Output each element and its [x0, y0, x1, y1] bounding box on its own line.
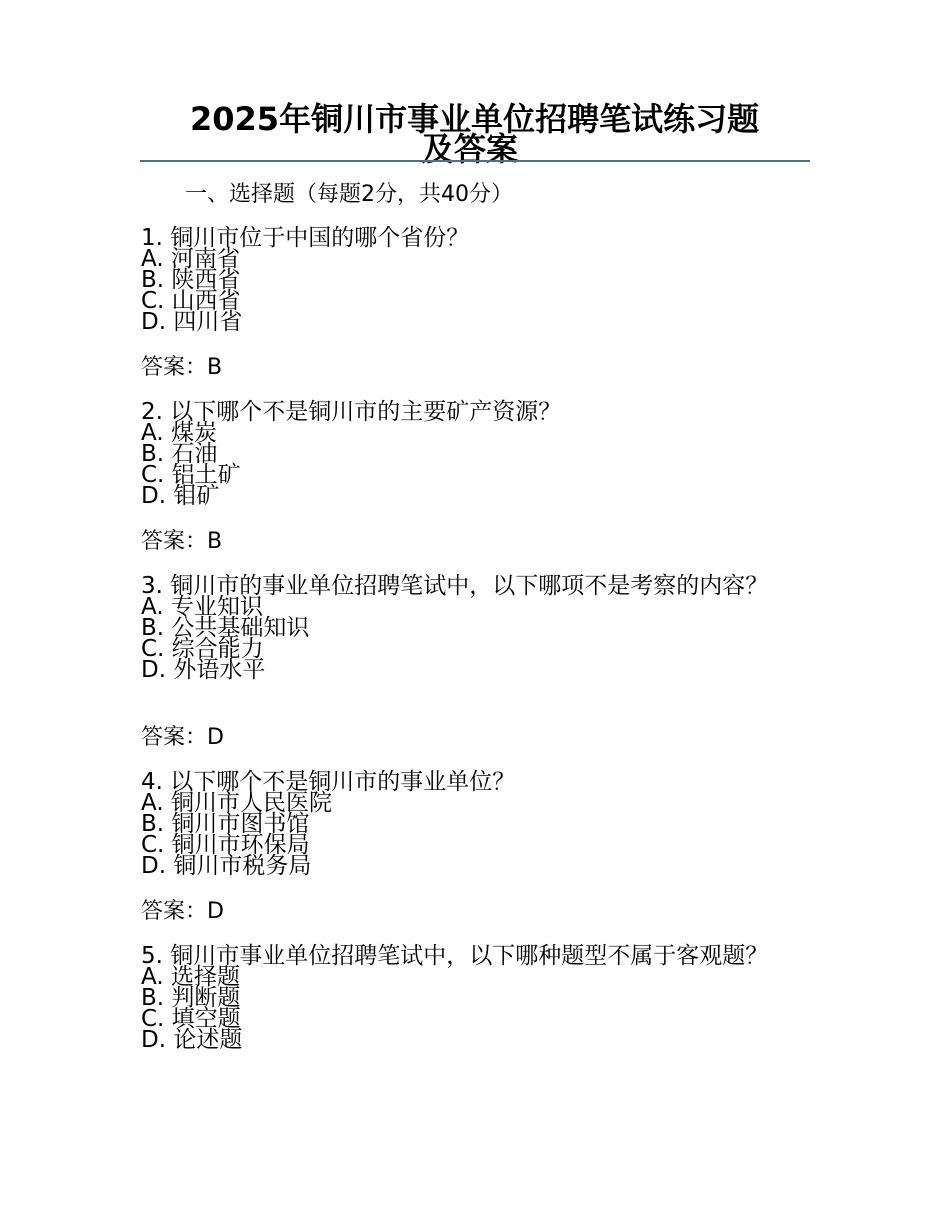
option-c: C. 山西省 — [141, 288, 241, 314]
option-a: A. 煤炭 — [141, 420, 217, 446]
option-a: A. 铜川市人民医院 — [141, 790, 332, 816]
answer-3: 答案：D — [141, 725, 224, 750]
question-text: 3. 铜川市的事业单位招聘笔试中，以下哪项不是考察的内容？ — [141, 573, 769, 599]
option-b: B. 陕西省 — [141, 267, 241, 293]
answer-1: 答案：B — [141, 355, 223, 380]
answer-2: 答案：B — [141, 529, 223, 554]
option-b: B. 石油 — [141, 441, 218, 467]
title-line-1: 2025年铜川市事业单位招聘笔试练习题 — [190, 100, 760, 138]
option-d: D. 四川省 — [141, 309, 243, 335]
option-c: C. 综合能力 — [141, 636, 264, 662]
option-d: D. 外语水平 — [141, 657, 266, 683]
title-line-2: 及答案 — [422, 130, 519, 168]
option-a: A. 选择题 — [141, 964, 240, 990]
option-c: C. 填空题 — [141, 1006, 241, 1032]
title-divider — [140, 160, 810, 162]
option-c: C. 铝土矿 — [141, 462, 241, 488]
option-a: A. 河南省 — [141, 246, 240, 272]
question-2 — [141, 399, 781, 509]
question-4 — [141, 769, 781, 879]
question-text: 2. 以下哪个不是铜川市的主要矿产资源？ — [141, 399, 562, 425]
question-text: 1. 铜川市位于中国的哪个省份？ — [141, 225, 470, 251]
document-title — [190, 100, 810, 168]
option-d: D. 论述题 — [141, 1027, 243, 1053]
section-heading: 一、选择题（每题2分，共40分） — [185, 182, 513, 207]
option-b: B. 公共基础知识 — [141, 615, 310, 641]
option-b: B. 判断题 — [141, 985, 241, 1011]
option-d: D. 钼矿 — [141, 483, 220, 509]
option-c: C. 铜川市环保局 — [141, 832, 310, 858]
question-text: 4. 以下哪个不是铜川市的事业单位？ — [141, 769, 516, 795]
option-a: A. 专业知识 — [141, 594, 263, 620]
question-3 — [141, 573, 781, 683]
answer-4: 答案：D — [141, 899, 224, 924]
question-text: 5. 铜川市事业单位招聘笔试中，以下哪种题型不属于客观题？ — [141, 943, 769, 969]
option-d: D. 铜川市税务局 — [141, 853, 312, 879]
option-b: B. 铜川市图书馆 — [141, 811, 310, 837]
question-1 — [141, 225, 781, 335]
question-5 — [141, 943, 781, 1053]
